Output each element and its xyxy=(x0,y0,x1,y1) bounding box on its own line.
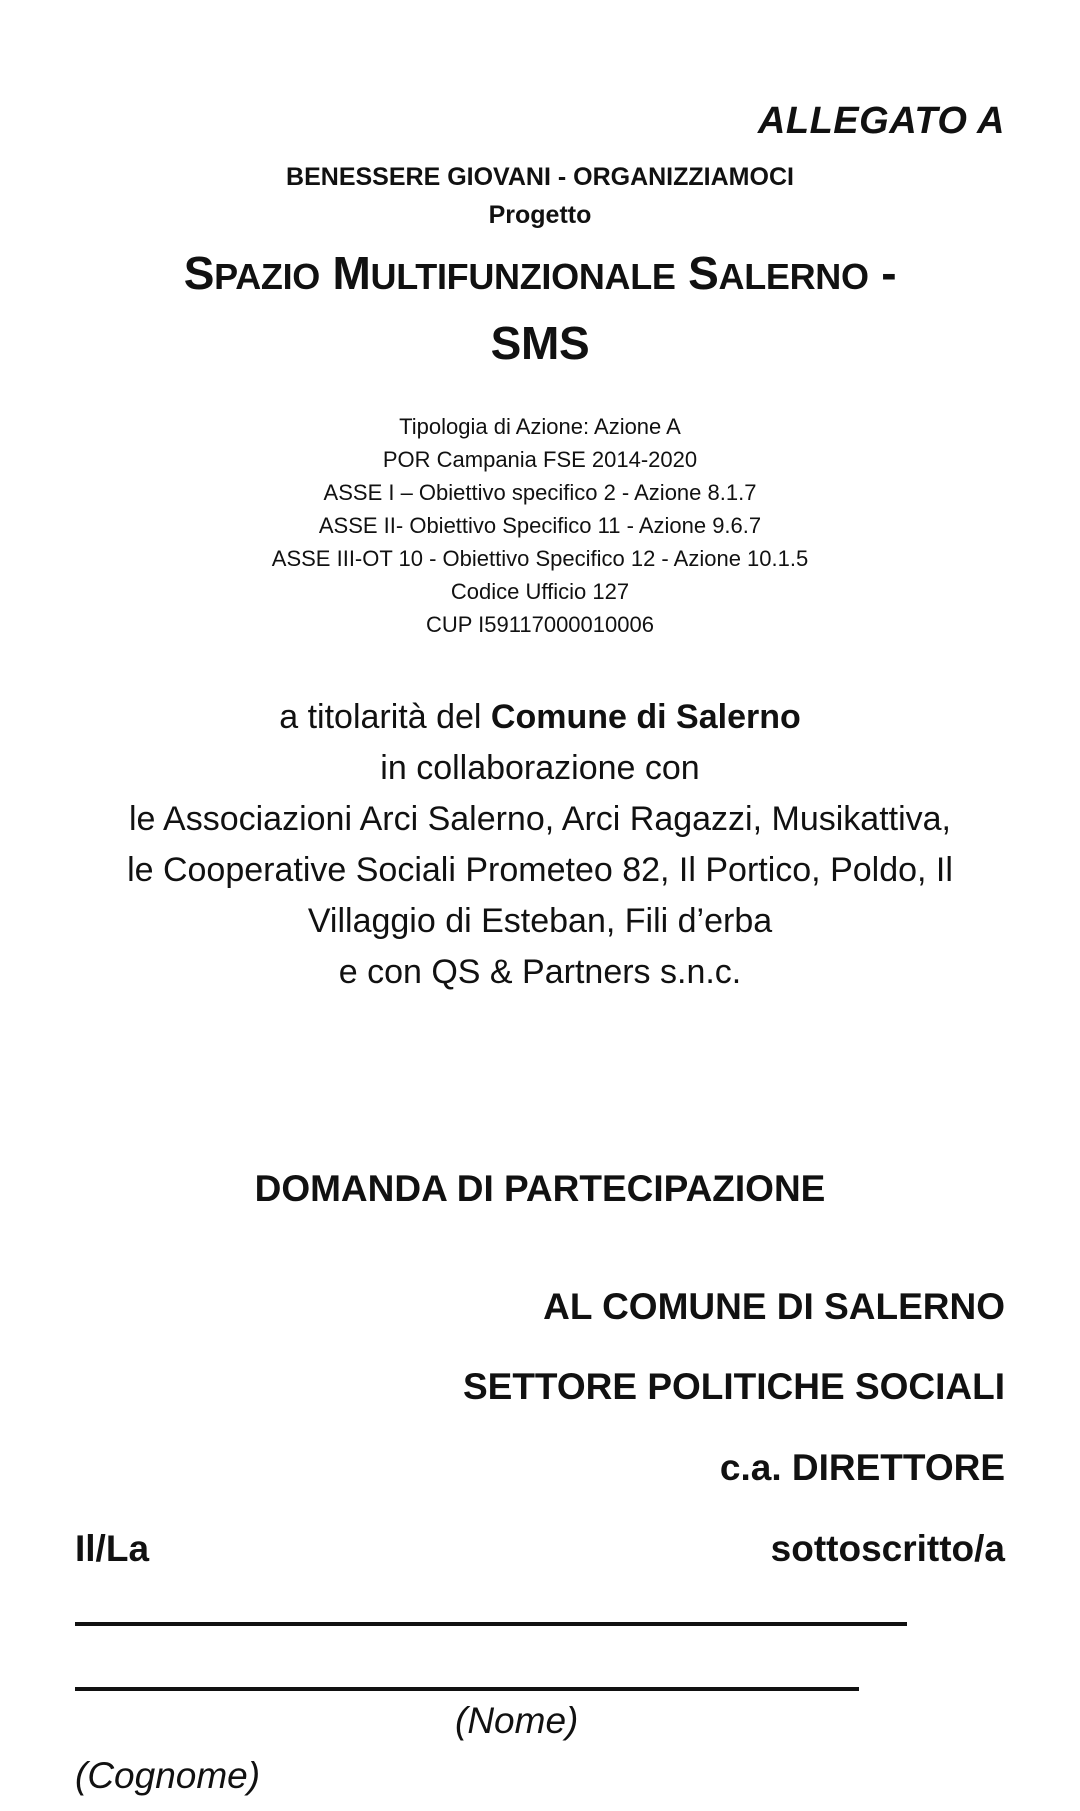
titolarita-entity: Comune di Salerno xyxy=(490,698,801,736)
detail-line: ASSE I – Obiettivo specifico 2 - Azione 8.1.7 xyxy=(323,480,757,505)
detail-line: ASSE III-OT 10 - Obiettivo Specifico 12 - Azione 10.1.5 xyxy=(271,546,809,571)
il-la-label: Il/La xyxy=(75,1528,150,1569)
project-details xyxy=(0,410,1080,641)
project-title-line-2: SMS xyxy=(490,317,590,369)
application-title: DOMANDA DI PARTECIPAZIONE xyxy=(254,1168,826,1209)
titolarita-line xyxy=(0,692,1080,743)
title-word-2-initial: M xyxy=(332,247,371,299)
cooperatives-line-1: le Cooperative Sociali Prometeo 82, Il Portico, Poldo, Il xyxy=(127,851,953,889)
detail-line: Tipologia di Azione: Azione A xyxy=(399,414,681,439)
associations-line: le Associazioni Arci Salerno, Arci Ragazzi, Musikattiva, xyxy=(128,800,951,838)
cooperatives-line-2: Villaggio di Esteban, Fili d’erba xyxy=(307,902,773,940)
collaboration-line: in collaborazione con xyxy=(380,749,700,787)
title-word-2-rest: ULTIFUNZIONALE xyxy=(370,256,676,297)
sottoscritto-label: sottoscritto/a xyxy=(770,1528,1005,1569)
allegato-label: ALLEGATO A xyxy=(757,100,1005,142)
surname-blank-line[interactable] xyxy=(75,1687,859,1691)
title-word-3-rest: ALERNO xyxy=(718,256,869,297)
titolarita-prefix: a titolarità del xyxy=(279,698,482,736)
recipient-line-3: c.a. DIRETTORE xyxy=(719,1447,1005,1488)
detail-line: ASSE II- Obiettivo Specifico 11 - Azione 9.6.7 xyxy=(318,513,762,538)
progetto-label: Progetto xyxy=(488,201,592,229)
partners-block xyxy=(0,692,1080,998)
project-title-line-1 xyxy=(0,240,1080,310)
name-blank-line[interactable] xyxy=(75,1622,907,1626)
detail-line: POR Campania FSE 2014-2020 xyxy=(382,447,698,472)
title-word-3-initial: S xyxy=(688,247,719,299)
recipient-line-2: SETTORE POLITICHE SOCIALI xyxy=(462,1366,1005,1407)
nome-caption: (Nome) xyxy=(455,1700,579,1741)
title-word-1-initial: S xyxy=(183,247,215,299)
project-title xyxy=(0,240,1080,376)
title-dash: - xyxy=(881,247,897,299)
detail-line: Codice Ufficio 127 xyxy=(450,579,630,604)
recipient-line-1: AL COMUNE DI SALERNO xyxy=(543,1286,1005,1327)
qs-partners-line: e con QS & Partners s.n.c. xyxy=(338,953,742,991)
program-header xyxy=(0,158,1080,234)
cognome-caption: (Cognome) xyxy=(75,1755,261,1796)
title-word-1-rest: PAZIO xyxy=(214,256,321,297)
program-name: BENESSERE GIOVANI - ORGANIZZIAMOCI xyxy=(286,163,794,191)
detail-line: CUP I59117000010006 xyxy=(426,612,654,637)
